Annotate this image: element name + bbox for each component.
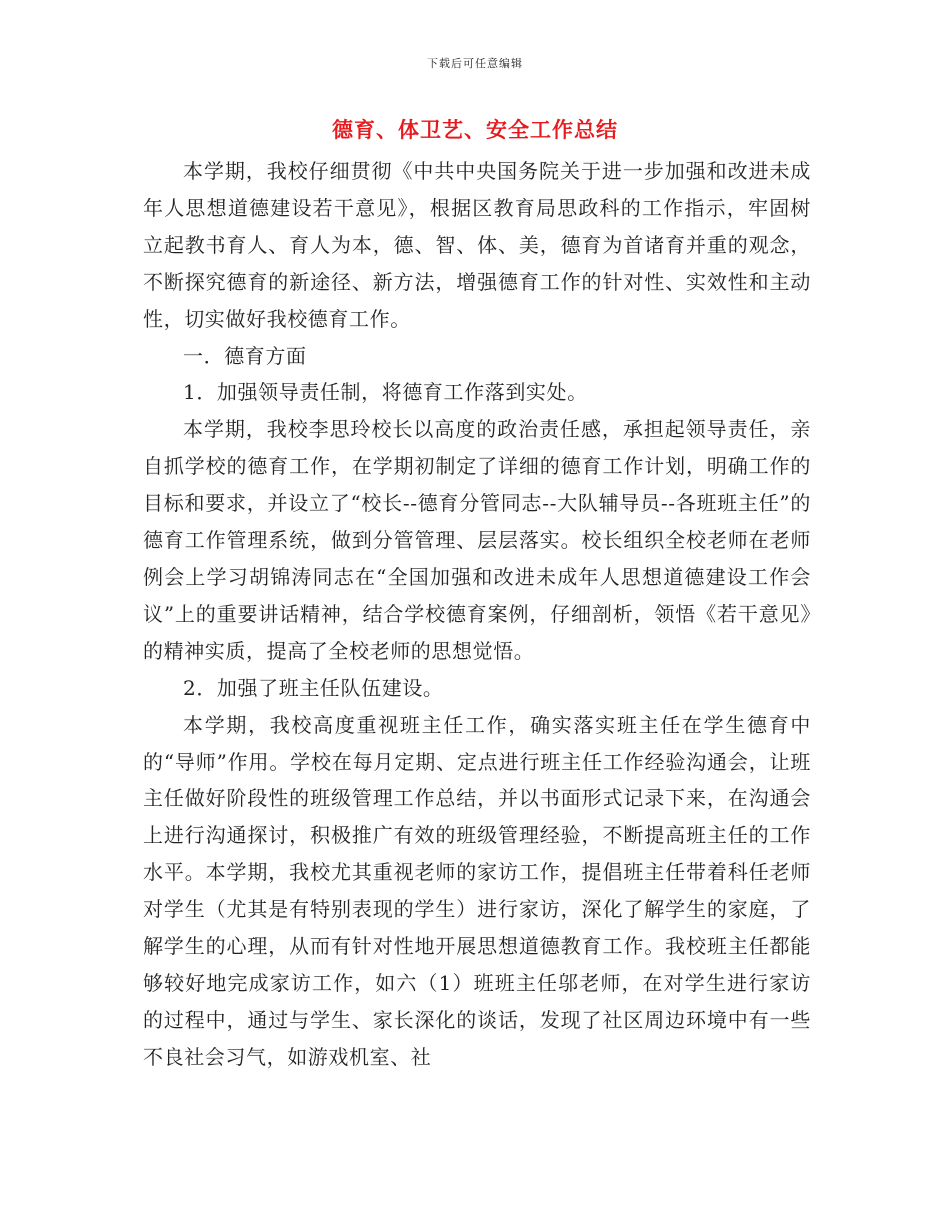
intro-paragraph: 本学期，我校仔细贯彻《中共中央国务院关于进一步加强和改进未成年人思想道德建设若干意见》，根据区教育局思政科的工作指示，牢固树立起教书育人、育人为本，德、智、体、美，德育为首诸育并重的观念，不断探究德育的新途径、新方法，增强德育工作的针对性、实效性和主动性，切实做好我校德育工作。 <box>143 159 811 331</box>
section-heading-moral-education: 一．德育方面 <box>183 343 307 368</box>
header-note: 下载后可任意编辑 <box>427 57 523 70</box>
subheading-class-teacher-team: 2．加强了班主任队伍建设。 <box>183 675 444 700</box>
leadership-paragraph: 本学期，我校李思玲校长以高度的政治责任感，承担起领导责任，亲自抓学校的德育工作，在学期初制定了详细的德育工作计划，明确工作的目标和要求，并设立了“校长--德育分管同志--大队辅导员--各班班主任”的德育工作管理系统，做到分管管理、层层落实。校长组织全校老师在老师例会上学习胡锦涛同志在“全国加强和改进未成年人思想道德建设工作会议”上的重要讲话精神，结合学校德育案例，仔细剖析，领悟《若干意见》的精神实质，提高了全校老师的思想觉悟。 <box>143 417 811 663</box>
document-body <box>143 153 811 1076</box>
class-teacher-paragraph: 本学期，我校高度重视班主任工作，确实落实班主任在学生德育中的“导师”作用。学校在每月定期、定点进行班主任工作经验沟通会，让班主任做好阶段性的班级管理工作总结，并以书面形式记录下来，在沟通会上进行沟通探讨，积极推广有效的班级管理经验，不断提高班主任的工作水平。本学期，我校尤其重视老师的家访工作，提倡班主任带着科任老师对学生（尤其是有特别表现的学生）进行家访，深化了解学生的家庭，了解学生的心理，从而有针对性地开展思想道德教育工作。我校班主任都能够较好地完成家访工作，如六（1）班班主任邬老师，在对学生进行家访的过程中，通过与学生、家长深化的谈话，发现了社区周边环境中有一些不良社会习气，如游戏机室、社 <box>143 712 811 1069</box>
document-title: 德育、体卫艺、安全工作总结 <box>332 118 618 142</box>
subheading-leadership-responsibility: 1．加强领导责任制，将德育工作落到实处。 <box>183 380 588 405</box>
